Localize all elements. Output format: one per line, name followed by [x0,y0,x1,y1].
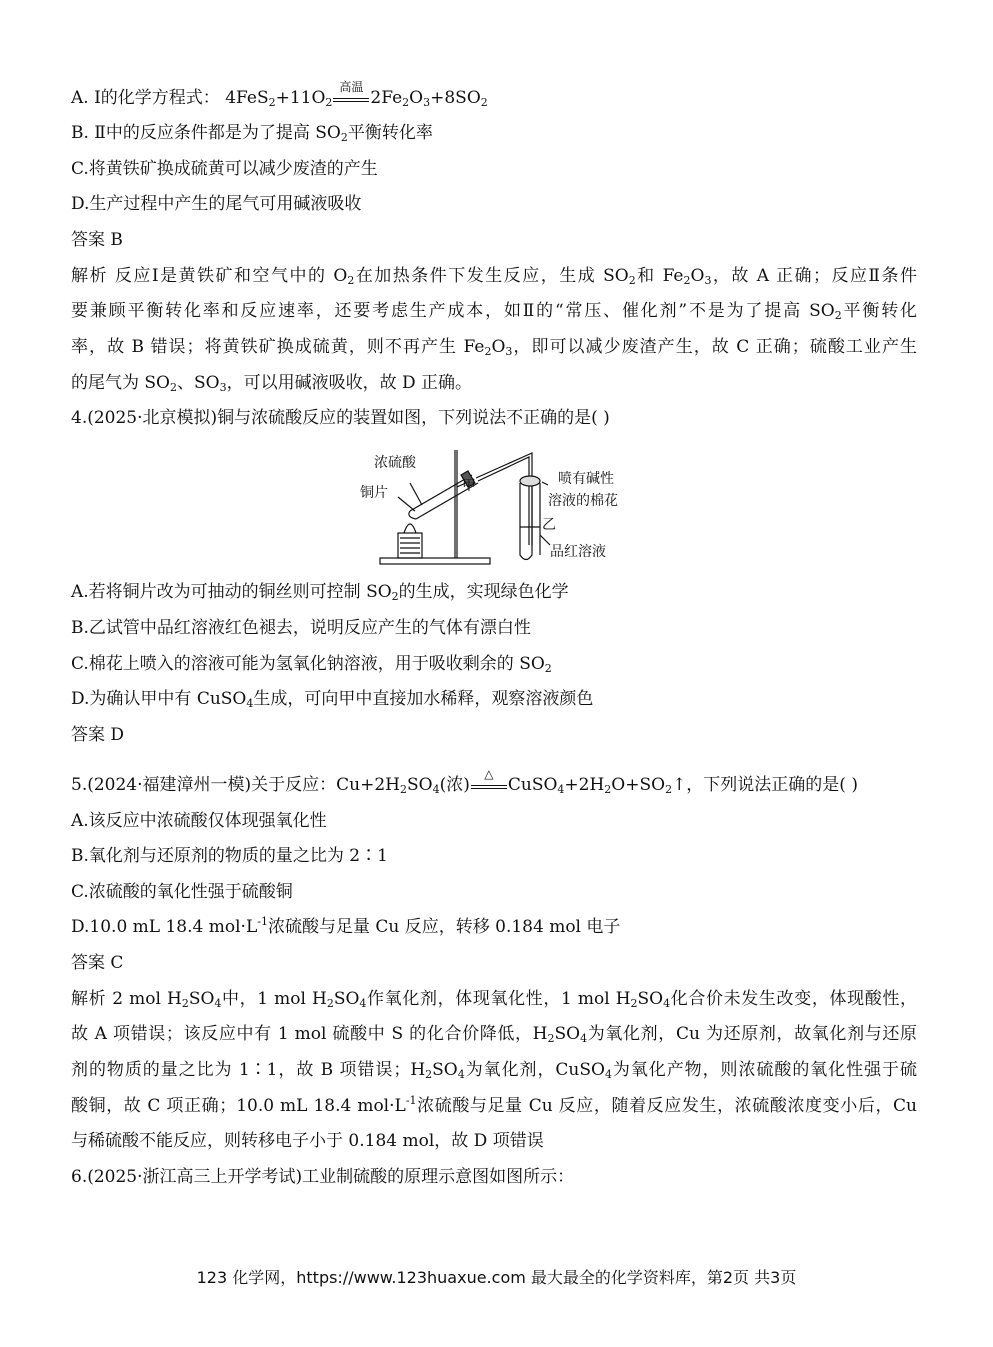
copper-sulfuric-acid-apparatus-figure [360,445,640,570]
label-pinhong: 品红溶液 [550,544,606,560]
q5-answer: 答案 C [71,953,124,973]
stand-base [380,558,490,564]
q3-option-a: A. Ⅰ的化学方程式： $4FeS_2+11O_2$ 高温 $2Fe_2O_3+8SO_2$ [71,79,488,109]
page-footer: 123 化学网，https://www.123huaxue.com 最大最全的化学资料库，第2页 共3页 [196,1268,797,1287]
q5-option-d: D.10.0 mL 18.4 $mol\cdot L^{-1}$浓硫酸与足量 Cu 反应，转移 0.184 mol 电子 [71,915,621,937]
q3-explanation-line2: 要兼顾平衡转化率和反应速率，还要考虑生产成本，如Ⅱ的“常压、催化剂”不是为了提高 $SO_2$平衡转化 [71,301,918,322]
label-conc-acid: 浓硫酸 [374,455,416,471]
q3-explanation-line4: 的尾气为 $SO_2$、$SO_3$，可以用碱液吸收，故 D 正确。 [71,373,473,394]
q4-option-c: C.棉花上喷入的溶液可能为氢氧化钠溶液，用于吸收剩余的 $SO_2$ [71,654,552,675]
q4-option-a: A.若将铜片改为可抽动的铜丝则可控制 $SO_2$的生成，实现绿色化学 [71,582,569,603]
q5-explanation-line3: 剂的物质的量之比为 1∶1，故 B 项错误；$H_2SO_4$为氧化剂，CuSO$_4$为氧化产物，则浓硫酸的氧化性强于硫 [71,1060,917,1081]
label-jia: 甲 [462,478,476,494]
flame [404,524,416,533]
heater-block [398,533,422,558]
q5-option-c: C.浓硫酸的氧化性强于硫酸铜 [71,882,293,902]
cotton-plug [520,476,540,486]
q5-stem: 5.(2024·福建漳州一模)关于反应：$Cu+2H_2SO_4$(浓) △ $CuSO_4+2H_2O+SO_2↑$，下列说法正确的是( ) [71,766,858,796]
q4-option-b: B.乙试管中品红溶液红色褪去，说明反应产生的气体有漂白性 [71,618,531,638]
q5-explanation-line4: 酸铜，故 C 项正确；10.0 mL 18.4 $mol\cdot L^{-1}$浓硫酸与足量 Cu 反应，随着反应发生，浓硫酸浓度变小后，Cu [71,1094,918,1116]
q3-explanation-line3: 率，故 B 错误；将黄铁矿换成硫黄，则不再产生 $Fe_2O_3$，即可以减少废渣产生，故 C 正确；硫酸工业产生 [71,337,917,358]
q3-option-c: C.将黄铁矿换成硫黄可以减少废渣的产生 [71,159,378,179]
q5-explanation-line2: 故 A 项错误；该反应中有 1 mol 硫酸中 S 的化合价降低，$H_2SO_4$为氧化剂，Cu 为还原剂，故氧化剂与还原 [71,1024,917,1045]
q3-answer: 答案 B [71,230,123,250]
label-copper: 铜片 [360,485,388,501]
q3-option-b: B. Ⅱ中的反应条件都是为了提高 $SO_2$平衡转化率 [71,123,433,144]
q6-stem: 6.(2025·浙江高三上开学考试)工业制硫酸的原理示意图如图所示： [71,1167,575,1187]
label-cotton-1: 喷有碱性 [558,471,614,487]
q3-explanation-line1: 解析 反应Ⅰ是黄铁矿和空气中的 $O_2$在加热条件下发生反应，生成 $SO_2$和 $Fe_2O_3$，故 A 正确；反应Ⅱ条件 [71,266,917,287]
q3-option-d: D.生产过程中产生的尾气可用碱液吸收 [71,194,362,214]
q5-explanation-line1: 解析 2 mol $H_2SO_4$中，1 mol $H_2SO_4$作氧化剂，体现氧化性，1 mol $H_2SO_4$化合价未发生改变，体现酸性， [71,989,917,1010]
q5-option-a: A.该反应中浓硫酸仅体现强氧化性 [71,811,327,831]
test-tube-yi [520,483,532,560]
condition-high-temp: 高温 [333,88,369,110]
q5-explanation-line5: 与稀硫酸不能反应，则转移电子小于 0.184 mol，故 D 项错误 [71,1131,544,1151]
q4-option-d: D.为确认甲中有 CuSO$_4$生成，可向甲中直接加水稀释，观察溶液颜色 [71,689,594,710]
delivery-tube [476,453,532,545]
q5-option-b: B.氧化剂与还原剂的物质的量之比为 2∶1 [71,846,388,866]
q4-answer: 答案 D [71,725,125,745]
label-yi: 乙 [542,517,556,533]
q4-stem: 4.(2025·北京模拟)铜与浓硫酸反应的装置如图，下列说法不正确的是( ) [71,408,610,428]
label-cotton-2: 溶液的棉花 [548,493,618,509]
condition-heat: △ [471,775,507,797]
